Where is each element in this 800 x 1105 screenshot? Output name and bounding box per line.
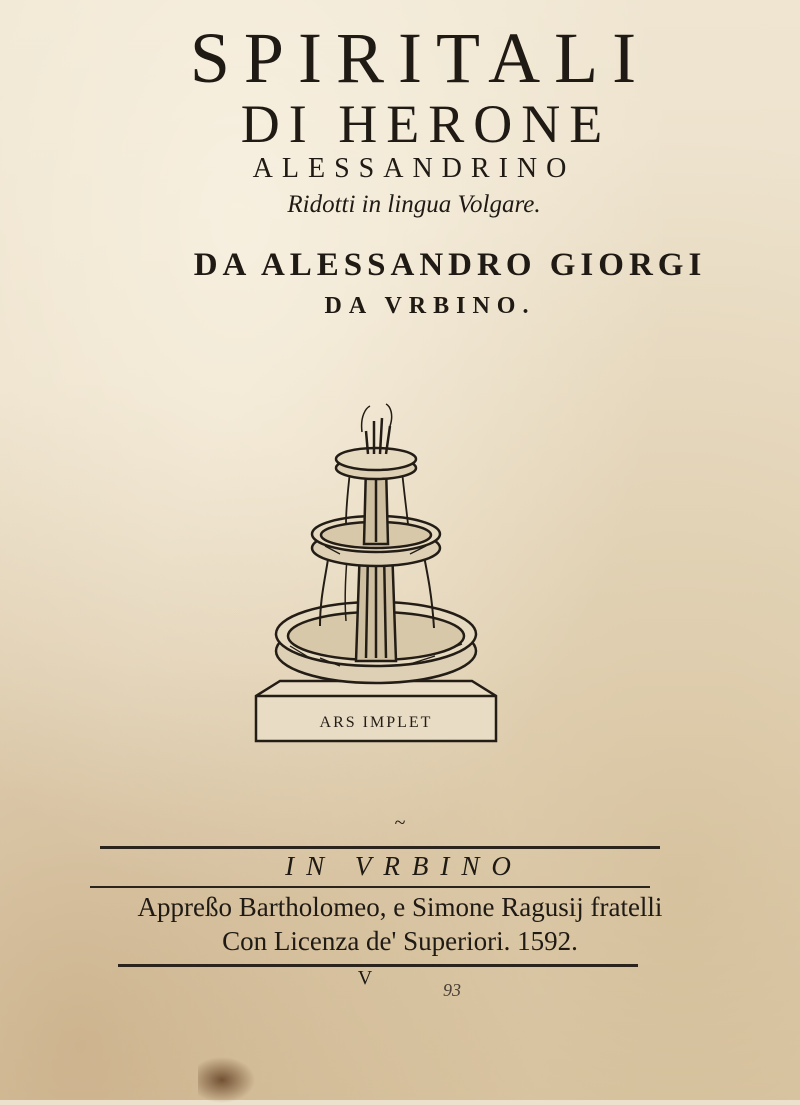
imprint-license-year: Con Licenza de' Superiori. 1592. bbox=[222, 926, 578, 956]
imprint-printer: Appreßo Bartholomeo, e Simone Ragusij fratelli bbox=[137, 892, 663, 922]
signature-letter: V bbox=[357, 967, 373, 989]
translator-origin: DA VRBINO. bbox=[324, 293, 536, 319]
ink-stain bbox=[198, 1055, 258, 1105]
middle-rule bbox=[90, 886, 650, 888]
book-title: SPIRITALI bbox=[189, 18, 651, 98]
handwritten-page-note: 93 bbox=[443, 980, 461, 1000]
imprint-place: IN VRBINO bbox=[285, 851, 523, 881]
author-origin: ALESSANDRINO bbox=[252, 153, 576, 184]
translator-name: DA ALESSANDRO GIORGI bbox=[193, 247, 707, 283]
fountain-woodcut-illustration bbox=[250, 396, 502, 746]
book-title-author: DI HERONE bbox=[240, 94, 612, 154]
woodcut-motto: ARS IMPLET bbox=[319, 714, 433, 731]
fleuron-ornament: ~ bbox=[394, 812, 406, 834]
translation-note: Ridotti in lingua Volgare. bbox=[287, 191, 541, 218]
signature-mark bbox=[0, 966, 800, 990]
